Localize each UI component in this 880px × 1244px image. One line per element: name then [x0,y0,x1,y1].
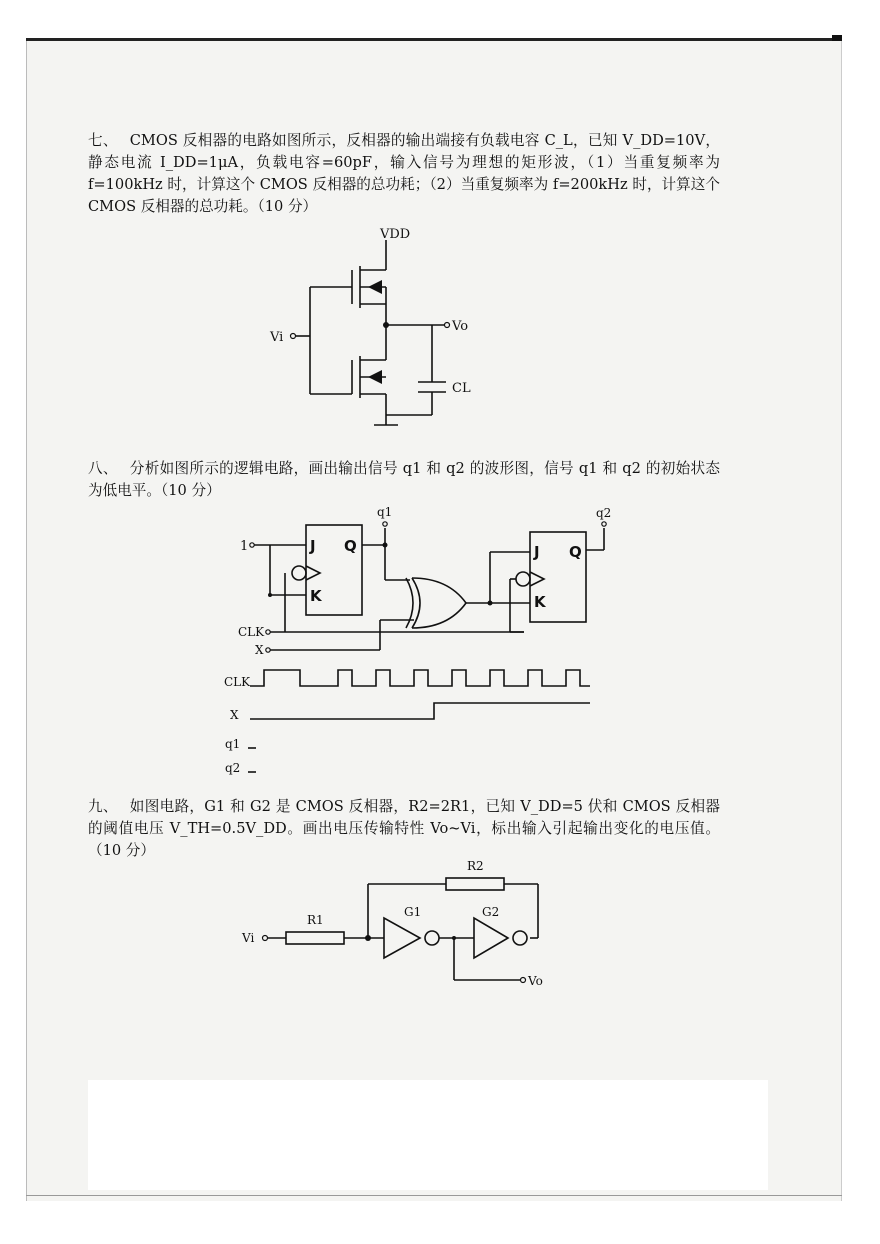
ff1-j-label: J [310,537,316,555]
clk-input-label: CLK [238,625,265,639]
vo-label: Vo [452,319,469,334]
vdd-label: VDD [380,227,411,242]
question-9-number: 九、 [88,798,118,815]
g2-label: G2 [482,905,500,919]
question-8-text [88,458,720,502]
x-input-label: X [255,643,264,657]
ff1-q-label: Q [344,537,357,555]
q1-output-label: q1 [377,505,393,519]
ff2-k-label: K [534,593,546,611]
question-9-text [88,796,720,862]
cl-label: CL [452,381,471,396]
x-waveform-label: X [230,708,239,722]
question-7-number: 七、 [88,132,118,149]
q9-vi-label: Vi [242,931,255,945]
r1-label: R1 [307,913,324,927]
question-8-body: 分析如图所示的逻辑电路，画出输出信号 q1 和 q2 的波形图，信号 q1 和 q2 的初始状态为低电平。（10 分） [88,460,720,499]
ff1-k-label: K [310,587,322,605]
q9-vo-label: Vo [528,974,543,988]
ff2-j-label: J [534,543,540,561]
ff2-q-label: Q [569,543,582,561]
g1-label: G1 [404,905,422,919]
input-one-label: 1 [240,539,249,554]
blank-redacted-area [88,1080,768,1190]
clk-waveform-label: CLK [224,675,251,689]
q2-waveform-label: q2 [225,761,241,775]
q2-output-label: q2 [596,506,612,520]
vi-label: Vi [270,330,284,345]
question-8-number: 八、 [88,460,118,477]
page-bottom-edge [26,1195,842,1196]
r2-label: R2 [467,859,484,873]
question-9-body: 如图电路，G1 和 G2 是 CMOS 反相器，R2=2R1，已知 V_DD=5 伏和 CMOS 反相器的阈值电压 V_TH=0.5V_DD。画出电压传输特性 Vo~Vi，标出输入引起输出变化的电压值。（10 分） [88,798,720,859]
q1-waveform-label: q1 [225,737,241,751]
question-7-body: CMOS 反相器的电路如图所示，反相器的输出端接有负载电容 C_L，已知 V_DD=10V，静态电流 I_DD=1μA，负载电容=60pF，输入信号为理想的矩形波，（1）当重复频率为 f=100kHz 时，计算这个 CMOS 反相器的总功耗；（2）当重复频率为 f=200kHz 时，计算这个 CMOS 反相器的总功耗。（10 分） [88,132,720,215]
